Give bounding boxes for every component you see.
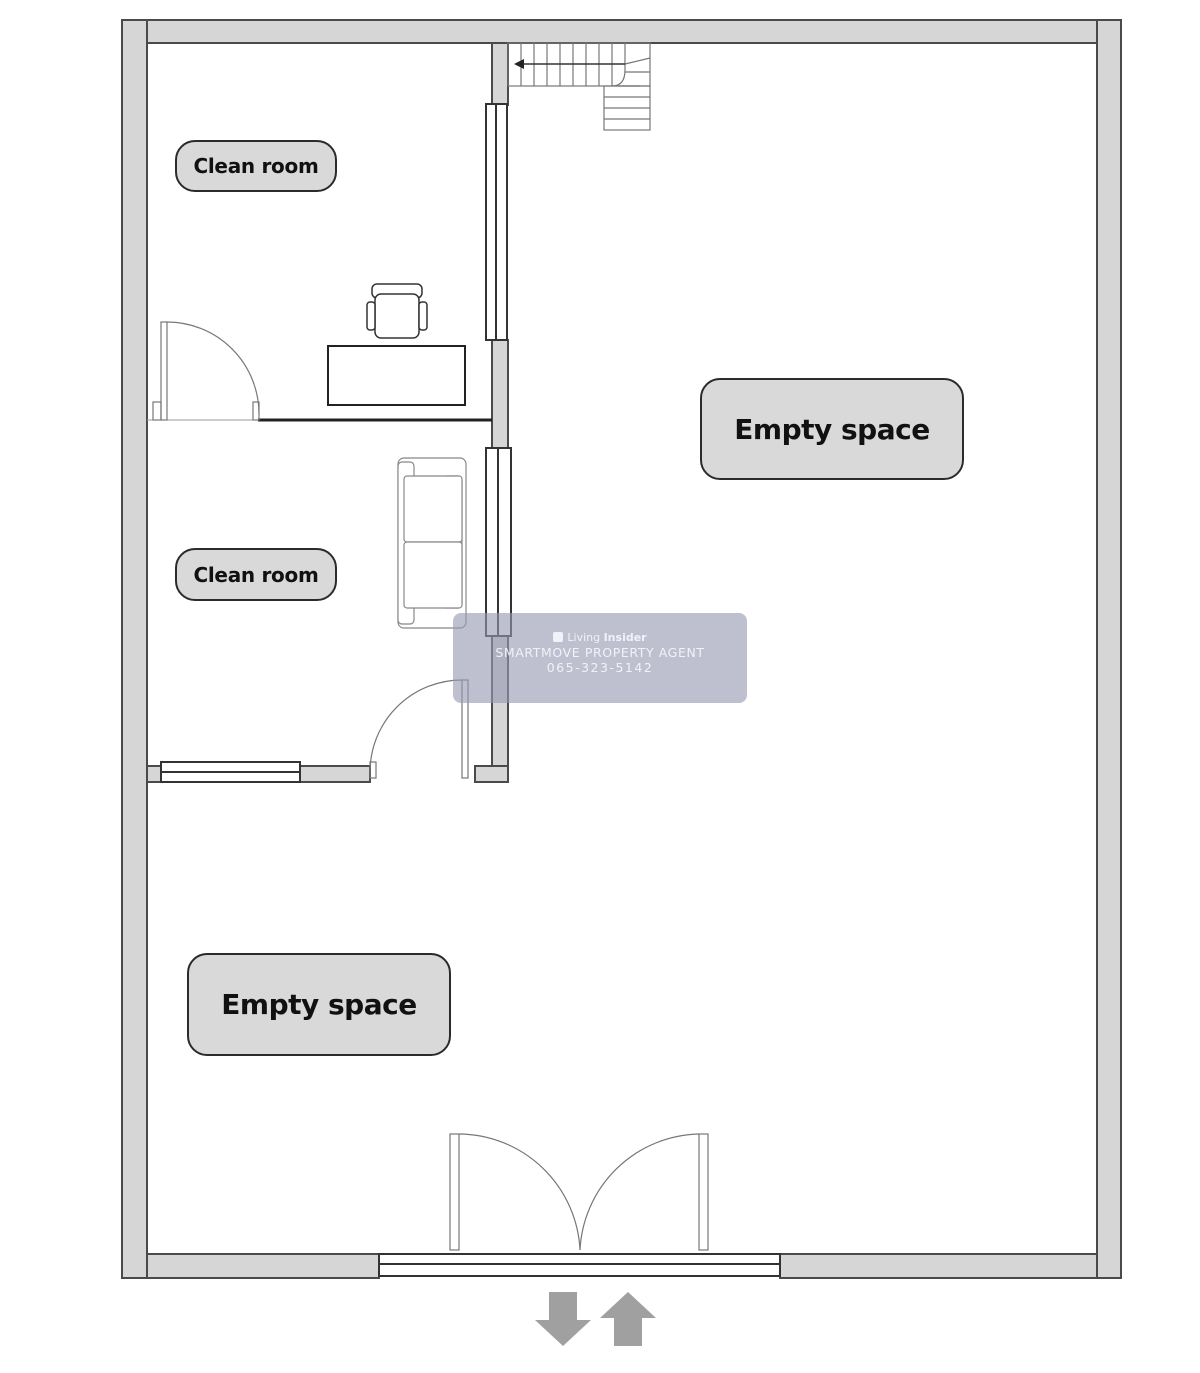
empty-space-label-right: Empty space bbox=[700, 378, 964, 480]
desk-icon bbox=[328, 346, 465, 405]
agent-phone: 065-323-5142 bbox=[546, 660, 654, 675]
sofa-icon bbox=[398, 458, 466, 628]
entrance-arrows-icon bbox=[535, 1292, 656, 1346]
logo-icon bbox=[553, 632, 563, 642]
empty-space-label-bottom: Empty space bbox=[187, 953, 451, 1056]
clean-room-label-middle: Clean room bbox=[175, 548, 337, 601]
living-insider-logo: Living Insider bbox=[453, 631, 747, 645]
agent-watermark bbox=[453, 613, 747, 703]
double-door-icon bbox=[450, 1134, 708, 1250]
staircase-icon bbox=[508, 43, 650, 130]
office-chair-icon bbox=[367, 284, 427, 338]
clean-room-label-top: Clean room bbox=[175, 140, 337, 192]
entrance-threshold bbox=[379, 1254, 780, 1276]
agent-name: SMARTMOVE PROPERTY AGENT bbox=[495, 645, 705, 660]
bottom-window bbox=[161, 762, 300, 782]
swing-door-icon bbox=[153, 322, 259, 420]
